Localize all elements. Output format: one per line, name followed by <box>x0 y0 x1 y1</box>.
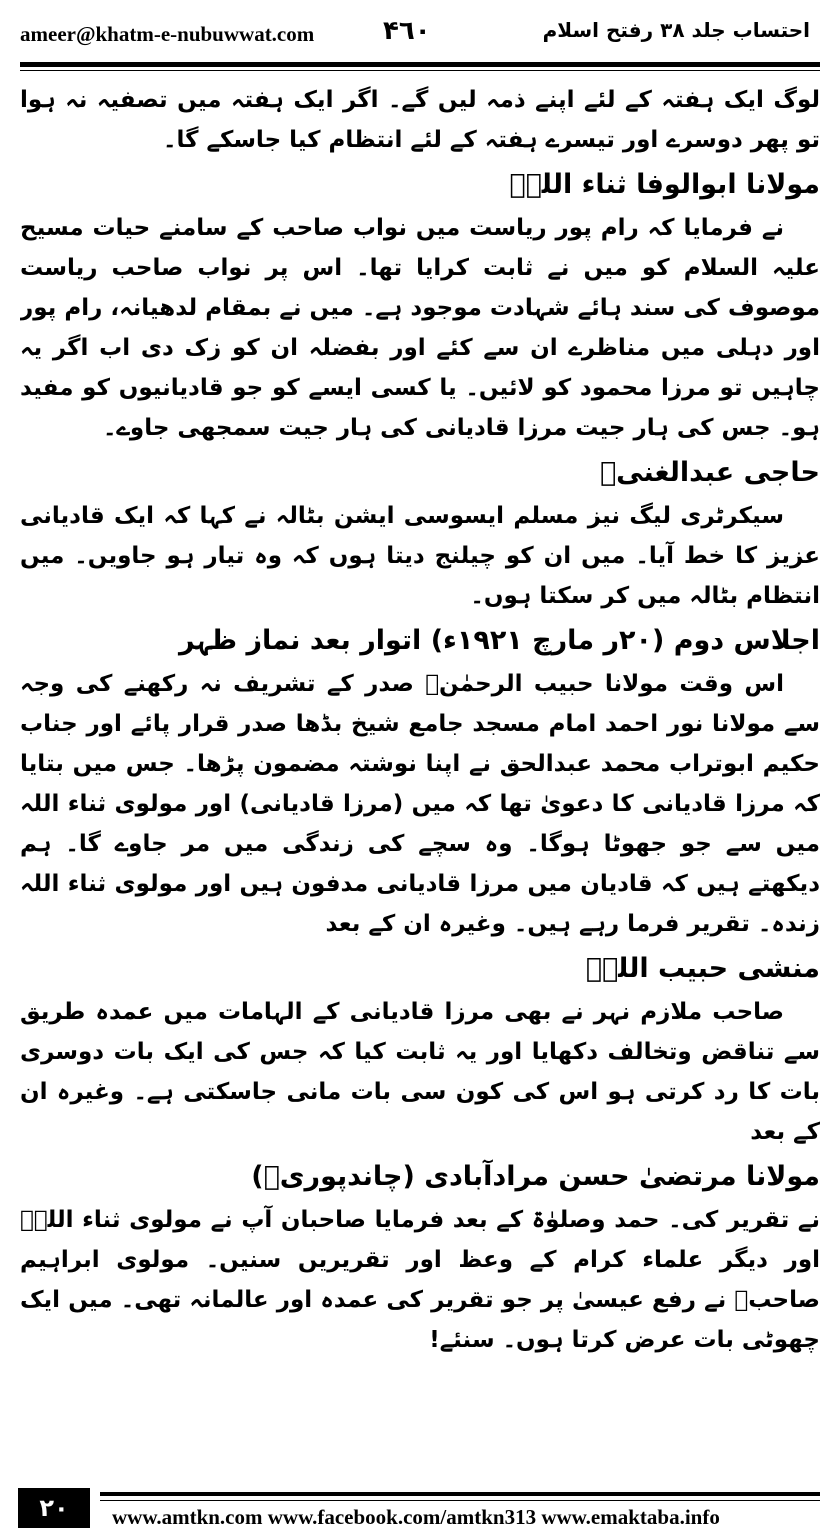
footer-urls: www.amtkn.com www.facebook.com/amtkn313 www.emaktaba.info <box>112 1505 720 1529</box>
session-heading: اجلاس دوم (۲۰ر مارچ ۱۹۲۱ء) اتوار بعد نماز ظہر <box>179 625 820 656</box>
header-rule-thick <box>20 62 820 67</box>
header-book-title: احتساب جلد ۳۸ رفتح اسلام <box>542 18 810 42</box>
footer-rule-thick <box>100 1492 820 1496</box>
paragraph-5: صاحب ملازم نہر نے بھی مرزا قادیانی کے الہامات میں عمدہ طریق سے تناقض وتخالف دکھایا اور یہ ثابت کیا کہ جس کی ایک بات دوسری بات کا رد کرتی ہو اس کی کون سی بات مانی جاسکتی ہے۔ وغیرہ ان کے بعد <box>20 999 820 1145</box>
footer-rule-thin <box>100 1500 820 1501</box>
speaker-heading-3: منشی حبیب اللہؒ <box>585 953 820 984</box>
footer-page-number: ۲۰ <box>18 1488 90 1528</box>
paragraph-3: سیکرٹری لیگ نیز مسلم ایسوسی ایشن بٹالہ نے کہا کہ ایک قادیانی عزیز کا خط آیا۔ میں ان کو چیلنج دیتا ہوں کہ وہ تیار ہو جاویں۔ میں انتظام بٹالہ میں کر سکتا ہوں۔ <box>20 503 820 609</box>
speaker-heading-4: مولانا مرتضیٰ حسن مرادآبادی (چاندپوریؒ) <box>251 1161 820 1192</box>
page-header <box>0 0 840 60</box>
paragraph-4: اس وقت مولانا حبیب الرحمٰنؒ صدر کے تشریف نہ رکھنے کی وجہ سے مولانا نور احمد امام مسجد جامع شیخ بڈھا صدر قرار پائے اور جناب حکیم ابوتراب محمد عبدالحق نے اپنا نوشتہ مضمون پڑھا۔ جس میں بتایا کہ مرزا قادیانی کا دعویٰ تھا کہ میں (مرزا قادیانی) اور مولوی ثناء اللہ میں سے جو جھوٹا ہوگا۔ وہ سچے کی زندگی میں مر جاوے گا۔ ہم دیکھتے ہیں کہ قادیان میں مرزا قادیانی مدفون ہیں اور مولوی ثناء اللہ زندہ۔ تقریر فرما رہے ہیں۔ وغیرہ ان کے بعد <box>20 671 820 937</box>
header-email: ameer@khatm-e-nubuwwat.com <box>20 22 315 46</box>
speaker-heading-2: حاجی عبدالغنیؒ <box>599 457 820 488</box>
paragraph-6: نے تقریر کی۔ حمد وصلوٰۃ کے بعد فرمایا صاحبان آپ نے مولوی ثناء اللہؒ اور دیگر علماء کرام کے وعظ اور تقریریں سنیں۔ مولوی ابراہیم صاحبؒ نے رفع عیسیٰ پر جو تقریر کی عمدہ اور عالمانہ تھی۔ میں ایک چھوٹی بات عرض کرتا ہوں۔ سنئے! <box>20 1207 820 1353</box>
header-rule-thin <box>20 70 820 71</box>
page-content <box>20 80 820 1475</box>
paragraph-1: لوگ ایک ہفتہ کے لئے اپنے ذمہ لیں گے۔ اگر ایک ہفتہ میں تصفیہ نہ ہوا تو پھر دوسرے اور تیسرے ہفتہ کے لئے انتظام کیا جاسکے گا۔ <box>20 87 820 153</box>
paragraph-2: نے فرمایا کہ رام پور ریاست میں نواب صاحب کے سامنے حیات مسیح علیہ السلام کو میں نے ثابت کرایا تھا۔ اس پر نواب صاحب ریاست موصوف کی سند ہائے شہادت موجود ہے۔ میں نے بمقام لدھیانہ، رام پور اور دہلی میں مناظرے ان سے کئے اور بفضلہ ان کو زک دی اب اگر یہ چاہیں تو مرزا محمود کو لائیں۔ یا کسی ایسے کو جو قادیانیوں کو مفید ہو۔ جس کی ہار جیت مرزا قادیانی کی ہار جیت سمجھی جاوے۔ <box>20 215 820 441</box>
header-page-number: ۴٦٠ <box>383 16 431 46</box>
speaker-heading-1: مولانا ابوالوفا ثناء اللہؒ <box>509 169 820 200</box>
